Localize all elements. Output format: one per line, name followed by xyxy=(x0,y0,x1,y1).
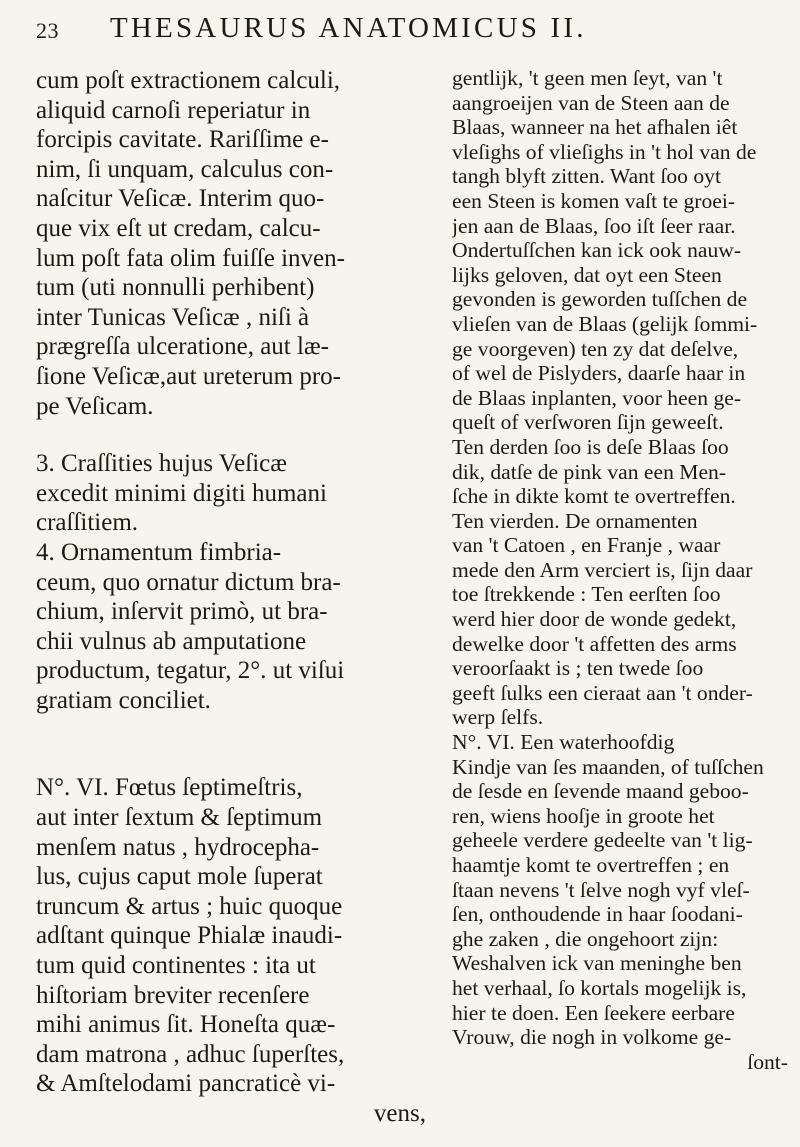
text-line: dam matrona , adhuc ſuperſtes, xyxy=(36,1040,345,1068)
text-line: 4. Ornamentum fimbria- xyxy=(36,538,282,566)
text-line: pe Veſicam. xyxy=(36,392,154,420)
text-line: ſche in dikte komt te overtreffen. xyxy=(452,484,736,509)
text-line: gratiam conciliet. xyxy=(36,686,211,714)
text-line: excedit minimi digiti humani xyxy=(36,479,327,507)
latin-paragraph-2 xyxy=(36,449,426,538)
catchword: vens, xyxy=(373,1100,426,1127)
text-line: de ſesde en ſevende maand geboo- xyxy=(452,779,749,804)
page-number: 23 xyxy=(36,18,59,43)
text-line: lum poſt fata olim fuiſſe inven- xyxy=(36,244,345,272)
latin-column xyxy=(36,66,426,1129)
text-line: chium, inſervit primò, ut bra- xyxy=(36,598,328,626)
text-line: werd hier door de wonde gedekt, xyxy=(452,607,737,632)
text-line: ren, wiens hooſje in groote het xyxy=(452,803,715,828)
text-line: productum, tegatur, 2°. ut viſui xyxy=(36,657,345,685)
latin-paragraph-4 xyxy=(36,773,426,1128)
text-line: jen aan de Blaas, ſoo iſt ſeer raar. xyxy=(452,213,736,238)
text-line: ge voorgeven) ten zy dat deſelve, xyxy=(452,336,739,361)
text-line: lijks geloven, dat oyt een Steen xyxy=(452,262,722,287)
text-line: dik, datſe de pink van een Men- xyxy=(452,459,727,484)
text-line: vleſighs of vlieſighs in 't hol van de xyxy=(452,139,757,164)
text-line: Ten derden ſoo is deſe Blaas ſoo xyxy=(452,434,729,459)
text-line: prægreſſa ulceratione, aut læ- xyxy=(36,333,329,361)
text-line: gevonden is geworden tuſſchen de xyxy=(452,287,748,312)
text-line: toe ſtrekkende : Ten eerſten ſoo xyxy=(452,582,721,607)
text-line: geeft ſulks een cieraat aan 't onder- xyxy=(452,680,753,705)
text-line: ſen, onthoudende in haar ſoodani- xyxy=(452,902,743,927)
text-line: ſione Veſicæ,aut ureterum pro- xyxy=(36,362,342,390)
text-line: hiſtoriam breviter recenſere xyxy=(36,981,310,1009)
text-line: tangh blyft zitten. Want ſoo oyt xyxy=(452,164,721,189)
text-line: veroorſaakt is ; ten twede ſoo xyxy=(452,656,704,681)
catchword: ſont- xyxy=(747,1049,788,1074)
text-line: mede den Arm verciert is, ſijn daar xyxy=(452,557,753,582)
text-line: tum (uti nonnulli perhibent) xyxy=(36,274,315,302)
text-line: cum poſt extractionem calculi, xyxy=(36,67,341,94)
text-line: naſcitur Veſicæ. Interim quo- xyxy=(36,185,325,213)
page-header xyxy=(0,10,800,46)
running-title: THESAURUS ANATOMICUS II. xyxy=(110,12,587,44)
dutch-column xyxy=(452,66,788,1074)
text-line: chii vulnus ab amputatione xyxy=(36,627,307,655)
paragraph-gap xyxy=(36,715,426,773)
text-line: craſſitiem. xyxy=(36,509,139,537)
latin-paragraph-1 xyxy=(36,66,426,421)
text-line: werp ſelfs. xyxy=(452,705,544,730)
text-line: N°. VI. Fœtus ſeptimeſtris, xyxy=(36,774,303,802)
text-line: N°. VI. Een waterhoofdig xyxy=(452,730,675,755)
text-line: geheele verdere gedeelte van 't lig- xyxy=(452,828,753,853)
latin-paragraph-3 xyxy=(36,538,426,716)
text-line: Ten vierden. De ornamenten xyxy=(452,508,698,533)
text-line: & Amſtelodami pancraticè vi- xyxy=(36,1070,336,1098)
text-line: Blaas, wanneer na het afhalen iêt xyxy=(452,115,738,140)
text-line: Vrouw, die nogh in volkome ge- xyxy=(452,1025,732,1050)
text-line: forcipis cavitate. Rariſſime e- xyxy=(36,126,329,154)
text-line: het verhaal, ſo kortals mogelijk is, xyxy=(452,975,747,1000)
text-line: gentlijk, 't geen men ſeyt, van 't xyxy=(452,66,723,90)
text-line: adſtant quinque Phialæ inaudi- xyxy=(36,922,343,950)
text-line: lus, cujus caput mole ſuperat xyxy=(36,863,323,891)
text-line: haamtje komt te overtreffen ; en xyxy=(452,853,730,877)
text-line: 3. Craſſities hujus Veſicæ xyxy=(36,450,287,478)
text-line: ceum, quo ornatur dictum bra- xyxy=(36,568,341,596)
text-line: tum quid continentes : ita ut xyxy=(36,952,316,980)
text-line: queſt of verſworen ſijn geweeſt. xyxy=(452,410,724,435)
text-line: de Blaas inplanten, voor heen ge- xyxy=(452,385,742,410)
text-line: Ondertuſſchen kan ick ook nauw- xyxy=(452,238,742,263)
text-line: vlieſen van de Blaas (gelijk ſommi- xyxy=(452,311,758,336)
text-line: een Steen is komen vaſt te groei- xyxy=(452,188,736,213)
text-line: Kindje van ſes maanden, of tuſſchen xyxy=(452,754,764,779)
text-line: nim, ſi unquam, calculus con- xyxy=(36,155,334,183)
text-line: ghe zaken , die ongehoort zijn: xyxy=(452,926,719,951)
text-line: hier te doen. Een ſeekere eerbare xyxy=(452,1000,735,1025)
text-line: Weshalven ick van meninghe ben xyxy=(452,951,742,976)
text-line: menſem natus , hydrocepha- xyxy=(36,833,320,861)
text-line: ſtaan nevens 't ſelve nogh vyf vleſ- xyxy=(452,877,750,902)
text-line: dewelke door 't affetten des arms xyxy=(452,631,737,656)
text-line: van 't Catoen , en Franje , waar xyxy=(452,533,721,558)
text-line: que vix eſt ut credam, calcu- xyxy=(36,214,321,242)
text-line: inter Tunicas Veſicæ , niſi à xyxy=(36,303,310,331)
paragraph-gap xyxy=(36,421,426,449)
text-line: aangroeijen van de Steen aan de xyxy=(452,90,730,115)
text-line: truncum & artus ; huic quoque xyxy=(36,892,343,920)
text-line: of wel de Pislyders, daarſe haar in xyxy=(452,361,746,386)
text-line: mihi animus ſit. Honeſta quæ- xyxy=(36,1011,336,1039)
text-line: aliquid carnoſi reperiatur in xyxy=(36,96,311,124)
text-line: aut inter ſextum & ſeptimum xyxy=(36,804,323,832)
